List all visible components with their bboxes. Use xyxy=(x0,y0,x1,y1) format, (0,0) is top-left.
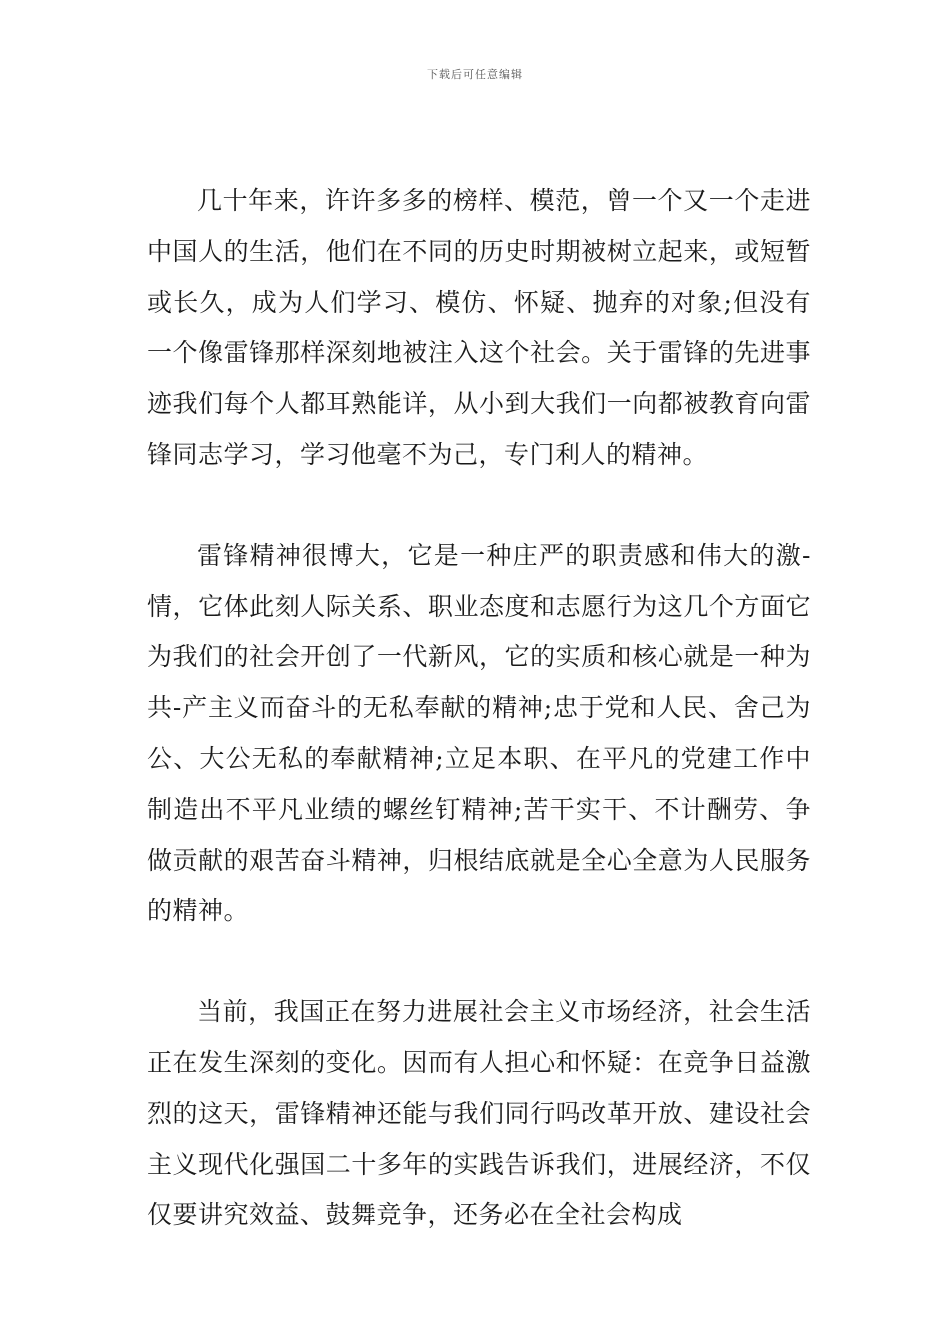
paragraph-1: 几十年来，许许多多的榜样、模范，曾一个又一个走进中国人的生活，他们在不同的历史时期被树立起来，或短暂或长久，成为人们学习、模仿、怀疑、抛弃的对象;但没有一个像雷锋那样深刻地被注入这个社会。关于雷锋的先进事迹我们每个人都耳熟能详，从小到大我们一向都被教育向雷锋同志学习，学习他毫不为己，专门利人的精神。 xyxy=(147,186,811,469)
document-body xyxy=(147,176,811,1241)
paragraph-3: 当前，我国正在努力进展社会主义市场经济，社会生活正在发生深刻的变化。因而有人担心和怀疑：在竞争日益激烈的这天，雷锋精神还能与我们同行吗改革开放、建设社会主义现代化强国二十多年的实践告诉我们，进展经济，不仅仅要讲究效益、鼓舞竞争，还务必在全社会构成 xyxy=(147,997,811,1230)
paragraph-2: 雷锋精神很博大，它是一种庄严的职责感和伟大的激-情，它体此刻人际关系、职业态度和志愿行为这几个方面它为我们的社会开创了一代新风，它的实质和核心就是一种为共-产主义而奋斗的无私奉献的精神;忠于党和人民、舍己为公、大公无私的奉献精神;立足本职、在平凡的党建工作中制造出不平凡业绩的螺丝钉精神;苦干实干、不计酬劳、争做贡献的艰苦奋斗精神，归根结底就是全心全意为人民服务的精神。 xyxy=(147,540,811,926)
header-note: 下载后可任意编辑 xyxy=(427,68,523,81)
